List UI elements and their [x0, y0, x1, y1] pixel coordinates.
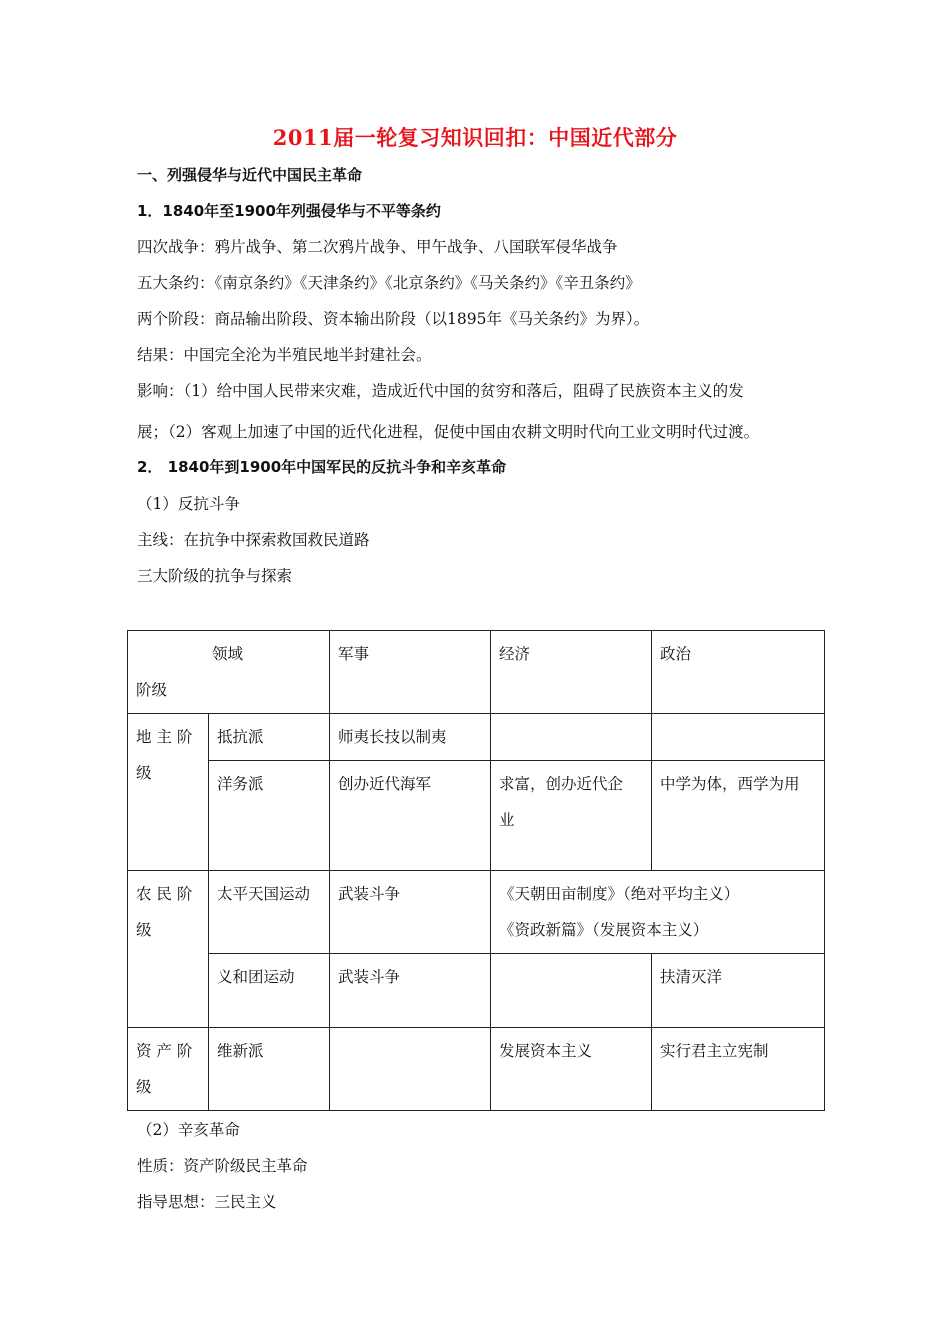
cell-politics: 实行君主立宪制: [652, 1028, 825, 1111]
cell-military: 武装斗争: [330, 954, 491, 1028]
header-military: 军事: [330, 631, 491, 714]
table-row: [128, 871, 825, 954]
paragraph-wars: 四次战争：鸦片战争、第二次鸦片战争、甲午战争、八国联军侵华战争: [137, 238, 618, 256]
paragraph-three-classes: 三大阶级的抗争与探索: [137, 567, 293, 585]
paragraph-result: 结果：中国完全沦为半殖民地半封建社会。: [137, 346, 432, 364]
table-row: [128, 954, 825, 1028]
cell-military: 师夷长技以制夷: [330, 714, 491, 761]
table-row: [128, 631, 825, 714]
cell-economy: [491, 714, 652, 761]
section-heading: 一、列强侵华与近代中国民主革命: [137, 166, 363, 184]
paragraph-nature: 性质：资产阶级民主革命: [137, 1157, 308, 1175]
paragraph-xinhai: （2）辛亥革命: [137, 1121, 240, 1139]
paragraph-impact-line1: 影响：（1）给中国人民带来灾难，造成近代中国的贫穷和落后，阻碍了民族资本主义的发: [137, 382, 744, 400]
class-bourgeois: 资 产 阶 级: [128, 1028, 209, 1111]
table-row: [128, 714, 825, 761]
table-row: [128, 761, 825, 871]
class-peasant: 农 民 阶 级: [128, 871, 209, 1028]
faction-reform: 维新派: [209, 1028, 330, 1111]
paragraph-guiding-thought: 指导思想：三民主义: [137, 1193, 277, 1211]
table-row: [128, 1028, 825, 1111]
cell-economy: [491, 954, 652, 1028]
cell-military: 创办近代海军: [330, 761, 491, 871]
cell-politics: 中学为体，西学为用: [652, 761, 825, 871]
faction-resist: 抵抗派: [209, 714, 330, 761]
cell-taiping-documents: 《天朝田亩制度》（绝对平均主义） 《资政新篇》（发展资本主义）: [491, 871, 825, 954]
header-politics: 政治: [652, 631, 825, 714]
header-economy: 经济: [491, 631, 652, 714]
paragraph-mainline: 主线：在抗争中探索救国救民道路: [137, 531, 370, 549]
paragraph-stages: 两个阶段：商品输出阶段、资本输出阶段（以1895年《马关条约》为界）。: [137, 310, 650, 328]
document-title: 2011届一轮复习知识回扣：中国近代部分: [272, 125, 678, 150]
header-class-label: 阶级: [136, 681, 168, 699]
cell-politics: [652, 714, 825, 761]
table-header-diagonal: [128, 631, 330, 714]
faction-taiping: 太平天国运动: [209, 871, 330, 954]
cell-politics: 扶清灭洋: [652, 954, 825, 1028]
faction-westernization: 洋务派: [209, 761, 330, 871]
header-field-label: 领域: [212, 645, 244, 663]
paragraph-treaties: 五大条约：《南京条约》《天津条约》《北京条约》《马关条约》《辛丑条约》: [137, 274, 641, 292]
cell-economy: 求富，创办近代企 业: [491, 761, 652, 871]
cell-military: [330, 1028, 491, 1111]
subsection-heading: 2． 1840年到1900年中国军民的反抗斗争和辛亥革命: [137, 458, 507, 476]
subsection-heading: 1．1840年至1900年列强侵华与不平等条约: [137, 202, 441, 220]
faction-boxer: 义和团运动: [209, 954, 330, 1028]
paragraph-resist: （1）反抗斗争: [137, 495, 240, 513]
cell-military: 武装斗争: [330, 871, 491, 954]
paragraph-impact-line2: 展；（2）客观上加速了中国的近代化进程，促使中国由农耕文明时代向工业文明时代过渡。: [137, 423, 760, 441]
cell-economy: 发展资本主义: [491, 1028, 652, 1111]
class-landlord: 地 主 阶 级: [128, 714, 209, 871]
classes-table: [127, 630, 825, 1111]
